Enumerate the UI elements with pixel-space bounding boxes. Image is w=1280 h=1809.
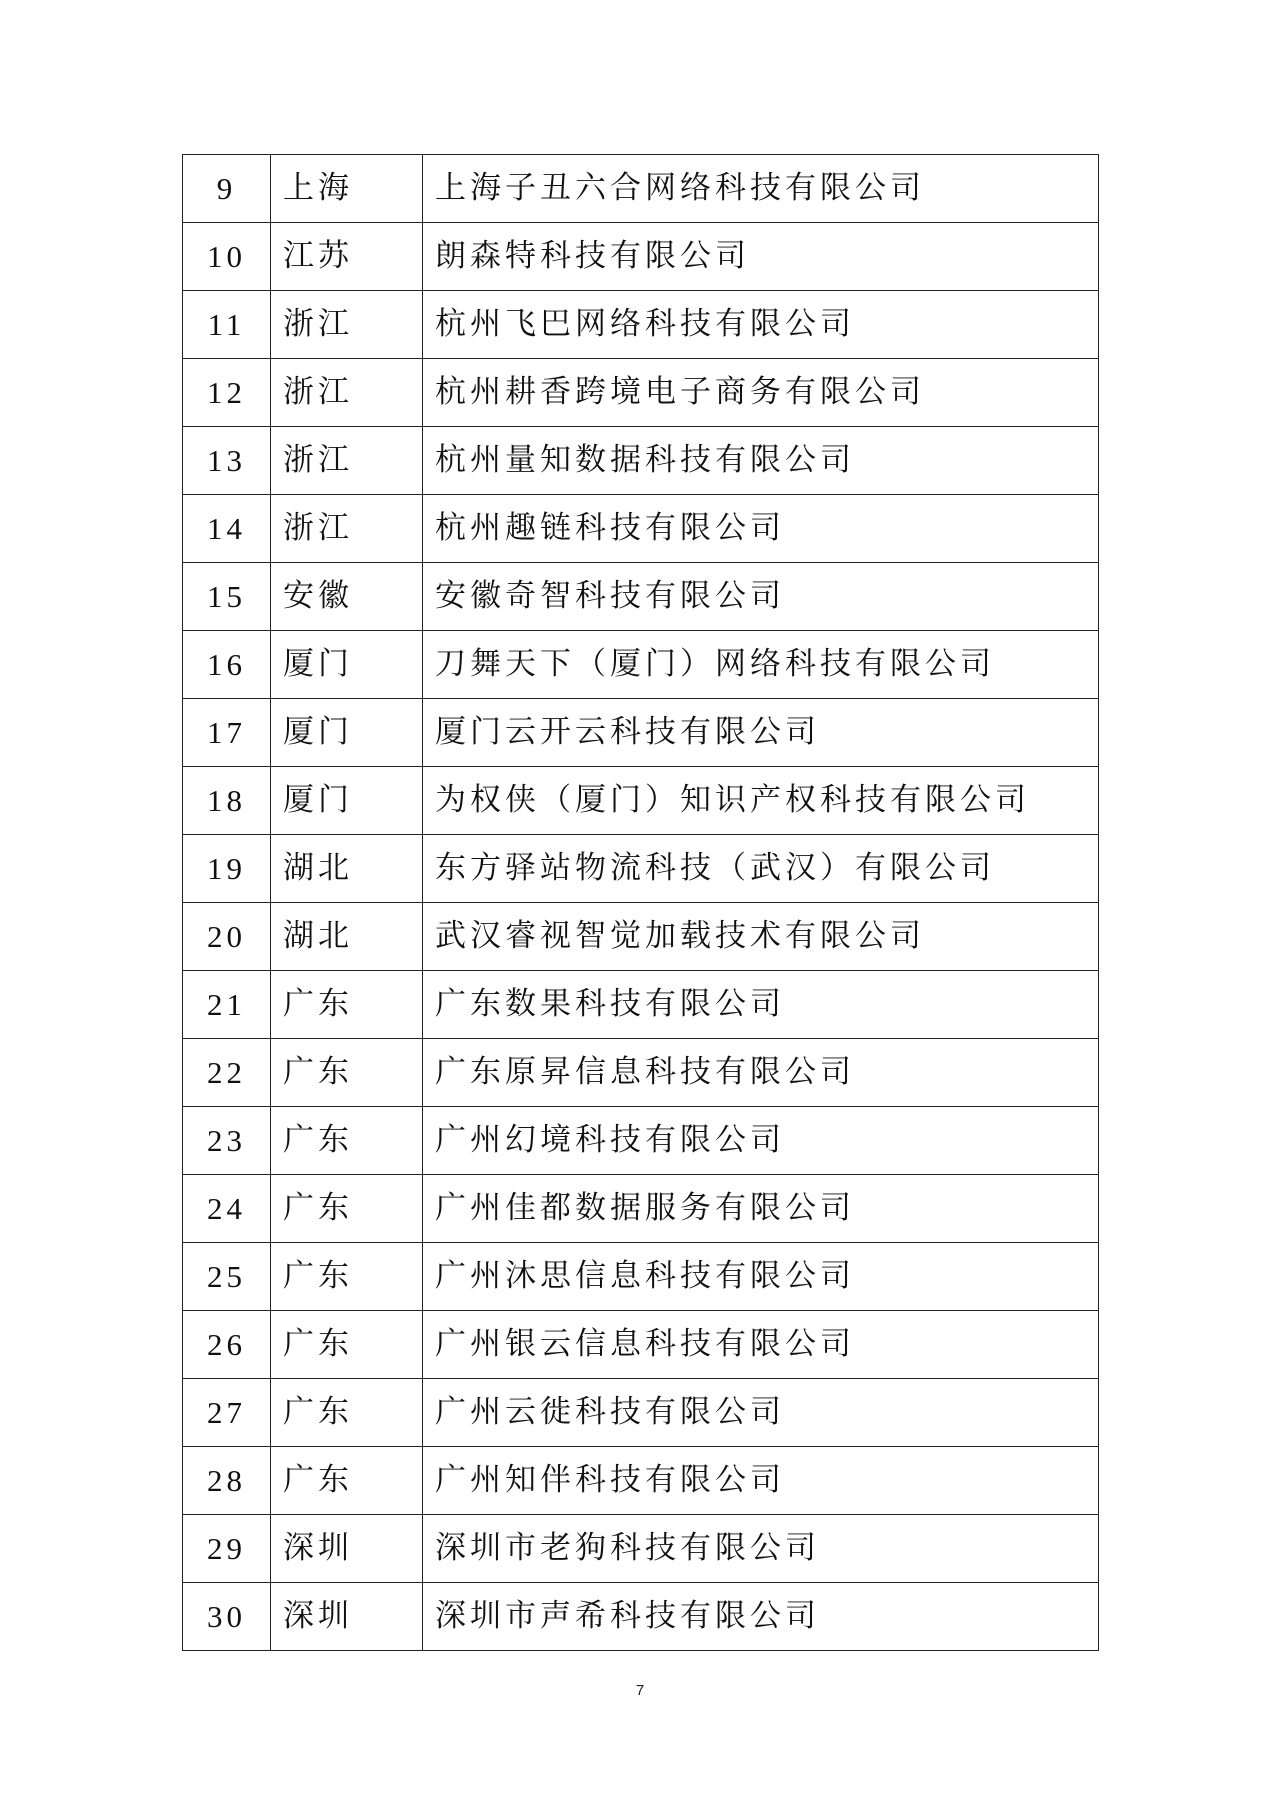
row-company-name: 广州沐思信息科技有限公司: [423, 1243, 1099, 1311]
row-company-name: 上海子丑六合网络科技有限公司: [423, 155, 1099, 223]
company-list-table: [182, 154, 1099, 1651]
row-number: 22: [183, 1039, 271, 1107]
row-company-name: 杭州量知数据科技有限公司: [423, 427, 1099, 495]
table-row: [183, 1039, 1099, 1107]
table-row: [183, 495, 1099, 563]
row-company-name: 朗森特科技有限公司: [423, 223, 1099, 291]
table-body: [183, 155, 1099, 1651]
table-row: [183, 767, 1099, 835]
row-region: 深圳: [271, 1583, 423, 1651]
row-region: 安徽: [271, 563, 423, 631]
table-row: [183, 563, 1099, 631]
row-number: 9: [183, 155, 271, 223]
row-region: 广东: [271, 1175, 423, 1243]
table-row: [183, 223, 1099, 291]
row-company-name: 广州云徙科技有限公司: [423, 1379, 1099, 1447]
row-number: 12: [183, 359, 271, 427]
row-number: 21: [183, 971, 271, 1039]
table-row: [183, 903, 1099, 971]
table-row: [183, 1107, 1099, 1175]
row-region: 深圳: [271, 1515, 423, 1583]
row-region: 广东: [271, 971, 423, 1039]
row-company-name: 广东原昇信息科技有限公司: [423, 1039, 1099, 1107]
table-row: [183, 1311, 1099, 1379]
table-row: [183, 359, 1099, 427]
row-number: 14: [183, 495, 271, 563]
row-region: 广东: [271, 1379, 423, 1447]
table-row: [183, 1379, 1099, 1447]
row-company-name: 刀舞天下（厦门）网络科技有限公司: [423, 631, 1099, 699]
row-region: 浙江: [271, 427, 423, 495]
row-region: 厦门: [271, 767, 423, 835]
table-row: [183, 835, 1099, 903]
row-region: 厦门: [271, 631, 423, 699]
row-region: 广东: [271, 1447, 423, 1515]
row-number: 16: [183, 631, 271, 699]
row-company-name: 为权侠（厦门）知识产权科技有限公司: [423, 767, 1099, 835]
row-region: 湖北: [271, 835, 423, 903]
row-number: 29: [183, 1515, 271, 1583]
row-number: 28: [183, 1447, 271, 1515]
row-number: 10: [183, 223, 271, 291]
row-company-name: 深圳市老狗科技有限公司: [423, 1515, 1099, 1583]
row-number: 15: [183, 563, 271, 631]
row-number: 26: [183, 1311, 271, 1379]
row-company-name: 厦门云开云科技有限公司: [423, 699, 1099, 767]
row-company-name: 广州银云信息科技有限公司: [423, 1311, 1099, 1379]
table-row: [183, 1515, 1099, 1583]
row-company-name: 广州幻境科技有限公司: [423, 1107, 1099, 1175]
table-row: [183, 699, 1099, 767]
table-row: [183, 631, 1099, 699]
row-region: 江苏: [271, 223, 423, 291]
row-number: 23: [183, 1107, 271, 1175]
row-company-name: 广东数果科技有限公司: [423, 971, 1099, 1039]
row-region: 湖北: [271, 903, 423, 971]
row-company-name: 杭州趣链科技有限公司: [423, 495, 1099, 563]
row-number: 17: [183, 699, 271, 767]
table-row: [183, 291, 1099, 359]
row-number: 19: [183, 835, 271, 903]
row-region: 厦门: [271, 699, 423, 767]
table-row: [183, 1243, 1099, 1311]
row-company-name: 广州知伴科技有限公司: [423, 1447, 1099, 1515]
row-region: 浙江: [271, 291, 423, 359]
row-company-name: 深圳市声希科技有限公司: [423, 1583, 1099, 1651]
row-number: 11: [183, 291, 271, 359]
table-row: [183, 427, 1099, 495]
row-region: 上海: [271, 155, 423, 223]
row-region: 广东: [271, 1039, 423, 1107]
row-number: 27: [183, 1379, 271, 1447]
row-region: 浙江: [271, 495, 423, 563]
table-row: [183, 1175, 1099, 1243]
row-number: 18: [183, 767, 271, 835]
table-row: [183, 1583, 1099, 1651]
row-number: 20: [183, 903, 271, 971]
table-row: [183, 155, 1099, 223]
row-company-name: 东方驿站物流科技（武汉）有限公司: [423, 835, 1099, 903]
row-number: 13: [183, 427, 271, 495]
row-company-name: 广州佳都数据服务有限公司: [423, 1175, 1099, 1243]
row-company-name: 安徽奇智科技有限公司: [423, 563, 1099, 631]
row-company-name: 杭州耕香跨境电子商务有限公司: [423, 359, 1099, 427]
page-number: 7: [635, 1682, 645, 1699]
row-company-name: 武汉睿视智觉加载技术有限公司: [423, 903, 1099, 971]
row-company-name: 杭州飞巴网络科技有限公司: [423, 291, 1099, 359]
row-region: 广东: [271, 1107, 423, 1175]
table-row: [183, 971, 1099, 1039]
row-number: 25: [183, 1243, 271, 1311]
row-region: 广东: [271, 1311, 423, 1379]
table-row: [183, 1447, 1099, 1515]
row-number: 24: [183, 1175, 271, 1243]
row-region: 浙江: [271, 359, 423, 427]
row-region: 广东: [271, 1243, 423, 1311]
row-number: 30: [183, 1583, 271, 1651]
